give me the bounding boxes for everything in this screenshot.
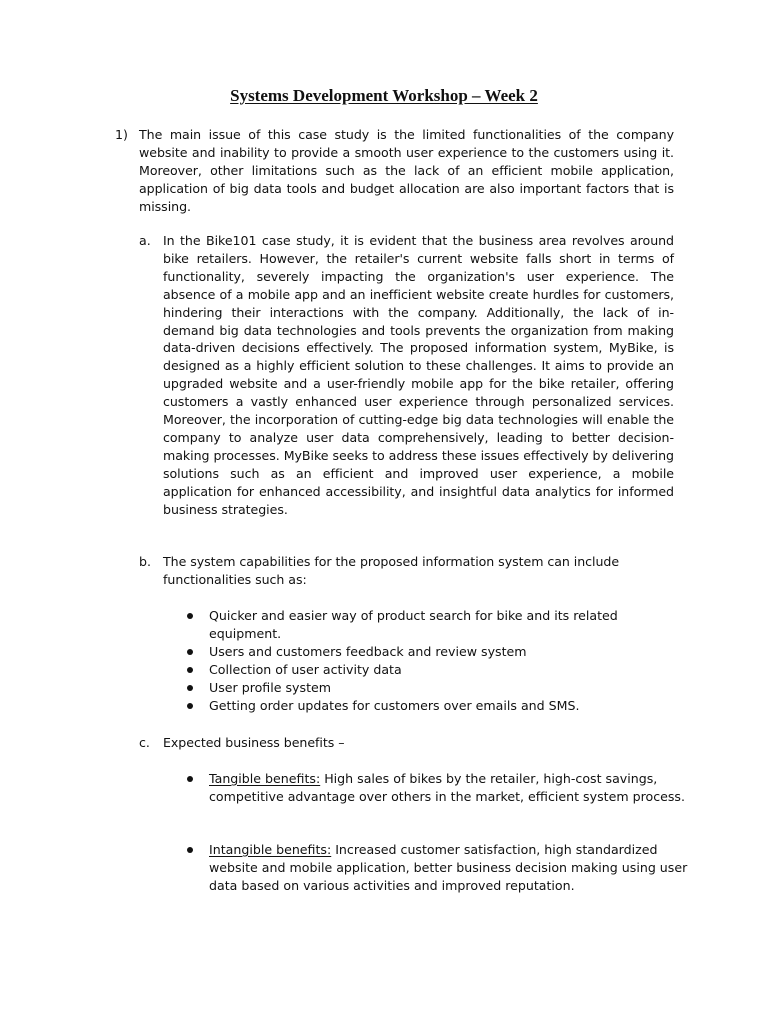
section-a-paragraph: In the Bike101 case study, it is evident that the business area revolves around bike retailers. However, the retailer's current website falls short in terms of functionality, severely impacting the organization's user experience. The absence of a mobile app and an inefficient website create hurdles for customers, hindering their interactions with the company. Additionally, the lack of in-demand big data technologies and tools prevents the organization from making data-driven decisions effectively. The proposed information system, MyBike, is designed as a highly efficient solution to these challenges. It aims to provide an upgraded website and a user-friendly mobile app for the bike retailer, offering customers a vastly enhanced user experience through personalized services. Moreover, the incorporation of cutting-edge big data technologies will enable the company to analyze user data comprehensively, leading to better decision-making processes. MyBike seeks to address these issues effectively by delivering solutions such as an efficient and improved user experience, a mobile application for enhanced accessibility, and insightful data analytics for informed business strategies. [163,233,674,517]
bullet-icon [187,649,193,655]
list-item [185,661,665,679]
section-b-letter: b. [139,554,151,569]
tangible-benefits-item [185,770,689,806]
list-item-text: Getting order updates for customers over emails and SMS. [209,698,580,713]
tangible-benefits-text: High sales of bikes by the retailer, high-cost savings, competitive advantage over others in the market, efficient system process. [209,771,685,804]
bullet-icon [187,703,193,709]
list-item-text: Users and customers feedback and review system [209,644,527,659]
item-number: 1) [115,127,128,142]
document-title: Systems Development Workshop – Week 2 [230,86,538,105]
tangible-benefits-label: Tangible benefits: [209,771,321,786]
bullet-icon [187,613,193,619]
intangible-benefits-label: Intangible benefits: [209,842,332,857]
section-b-intro: The system capabilities for the proposed information system can include functionalities such as: [163,554,620,587]
list-item-text: Quicker and easier way of product search for bike and its related equipment. [209,608,618,641]
capabilities-list [185,607,665,715]
list-item [185,697,665,715]
bullet-icon [187,685,193,691]
intangible-benefits-item [185,841,689,895]
item-1-paragraph: The main issue of this case study is the limited functionalities of the company website and inability to provide a smooth user experience to the customers using it. Moreover, other limitations such as the lack of an efficient mobile application, application of big data tools and budget allocation are also important factors that is missing. [139,127,674,214]
list-item [185,607,665,643]
list-item [185,643,665,661]
intangible-benefits-text: Increased customer satisfaction, high standardized website and mobile application, better business decision making using user data based on various activities and improved reputation. [209,842,688,893]
section-a-letter: a. [139,233,151,248]
bullet-icon [187,776,193,782]
list-item [185,679,665,697]
bullet-icon [187,667,193,673]
section-c-intro: Expected business benefits – [163,735,345,750]
section-c-letter: c. [139,735,150,750]
bullet-icon [187,847,193,853]
list-item-text: Collection of user activity data [209,662,402,677]
list-item-text: User profile system [209,680,332,695]
